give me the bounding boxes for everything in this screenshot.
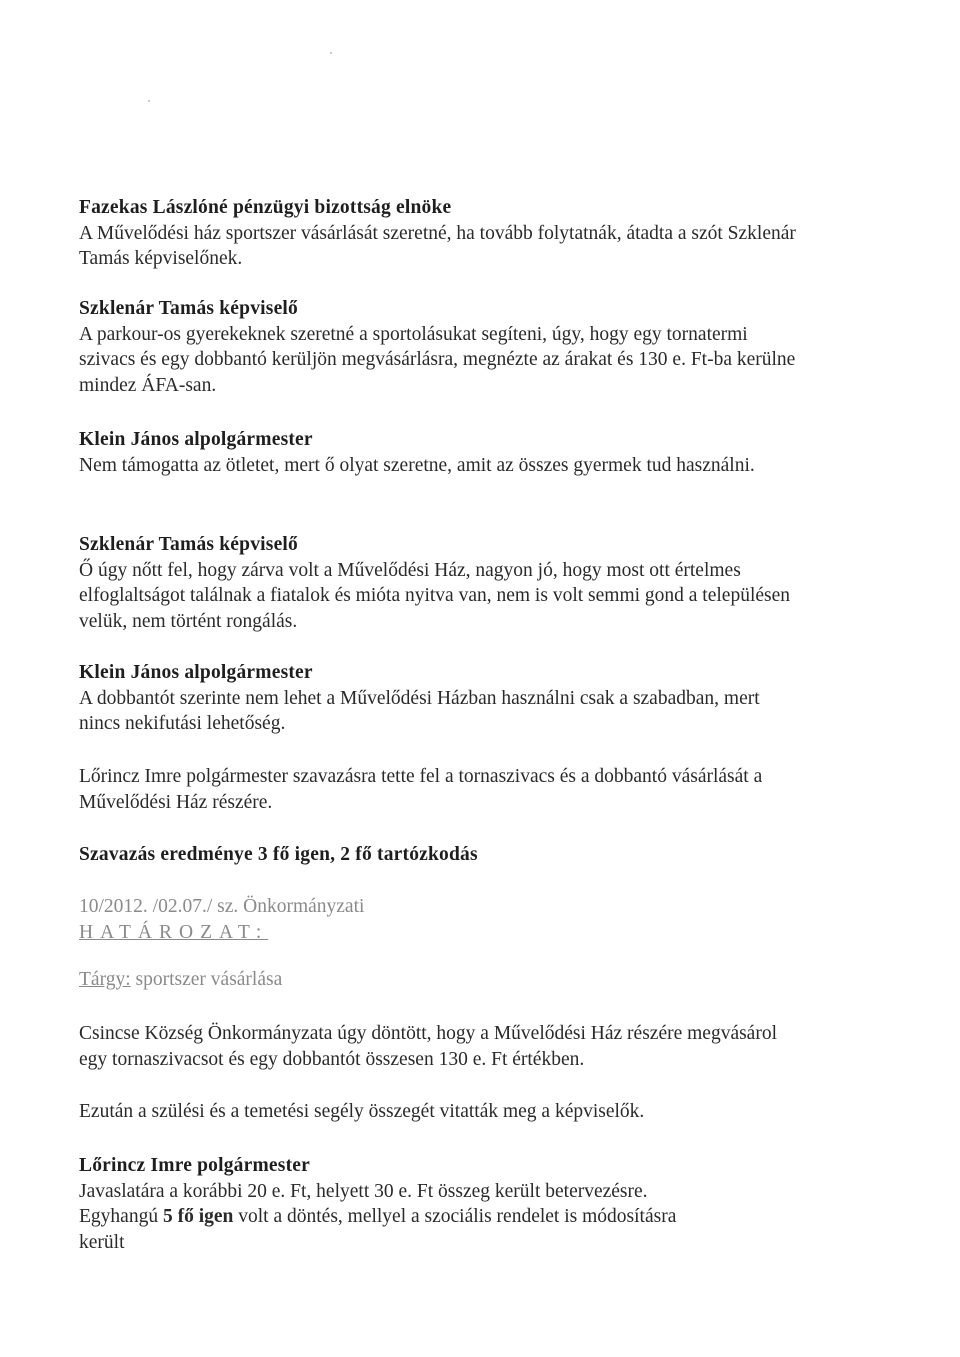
resolution-subject [79,967,799,993]
resolution-body [79,1021,799,1072]
section-szklenar-2 [79,532,799,634]
scan-speck [330,52,332,54]
final-line-3: került [79,1231,125,1253]
subject-label: Tárgy: [79,969,131,990]
section-fazekas [79,195,799,272]
speech-text: A parkour-os gyerekeknek szeretné a sportolásukat segíteni, úgy, hogy egy tornatermi szivacs és egy dobbantó kerüljön megvásárlásra, megnézte az árakat és 130 e. Ft-ba kerülne mindez ÁFA-san. [79,323,796,396]
resolution-header [79,867,799,945]
speaker-heading: Lőrincz Imre polgármester [79,1155,310,1176]
resolution-number: 10/2012. /02.07./ sz. Önkormányzati [79,896,365,917]
subject-value: sportszer vásárlása [135,969,283,990]
motion-paragraph [79,764,799,815]
motion-text: Lőrincz Imre polgármester szavazásra tette fel a tornaszivacs és a dobbantó vásárlását a Művelődési Ház részére. [79,766,763,813]
speech-text: Nem támogatta az ötletet, mert ő olyat szeretne, amit az összes gyermek tud használni. [79,454,755,476]
resolution-title: HATÁROZAT: [79,921,269,943]
final-vote-count: 5 fő igen [162,1206,234,1227]
section-lorincz [79,1153,799,1255]
speaker-heading: Szklenár Tamás képviselő [79,534,298,555]
final-line-2-after: volt a döntés, mellyel a szociális rendelet is módosításra [238,1206,677,1227]
followup-text: Ezután a szülési és a temetési segély összegét vitatták meg a képviselők. [79,1101,645,1122]
followup-paragraph [79,1099,799,1125]
final-line-2-before: Egyhangú [79,1206,159,1227]
speaker-heading: Klein János alpolgármester [79,429,313,450]
final-line-1: Javaslatára a korábbi 20 e. Ft, helyett 30 e. Ft összeg került betervezésre. [79,1180,648,1202]
section-klein-1 [79,427,799,478]
section-klein-2 [79,660,799,737]
final-line-2 [79,1204,799,1230]
section-szklenar-1 [79,296,799,398]
speaker-heading: Szklenár Tamás képviselő [79,298,298,319]
speaker-heading: Klein János alpolgármester [79,662,313,683]
speech-text: A Művelődési ház sportszer vásárlását szeretné, ha tovább folytatnák, átadta a szót Szklenár Tamás képviselőnek. [79,222,796,269]
speech-text: Ő úgy nőtt fel, hogy zárva volt a Művelődési Ház, nagyon jó, hogy most ott értelmes elfoglaltságot találnak a fiatalok és mióta nyitva van, nem is volt semmi gond a településen velük, nem történt rongálás. [79,559,791,632]
speech-text: A dobbantót szerinte nem lehet a Művelődési Házban használni csak a szabadban, mert nincs nekifutási lehetőség. [79,687,760,734]
speaker-heading: Fazekas Lászlóné pénzügyi bizottság elnöke [79,197,452,218]
vote-result-text: Szavazás eredménye 3 fő igen, 2 fő tartózkodás [79,844,478,865]
vote-result [79,842,799,868]
resolution-body-text: Csincse Község Önkormányzata úgy döntött, hogy a Művelődési Ház részére megvásárol egy tornaszivacsot és egy dobbantót összesen 130 e. Ft értékben. [79,1023,778,1070]
scan-speck [148,100,150,102]
